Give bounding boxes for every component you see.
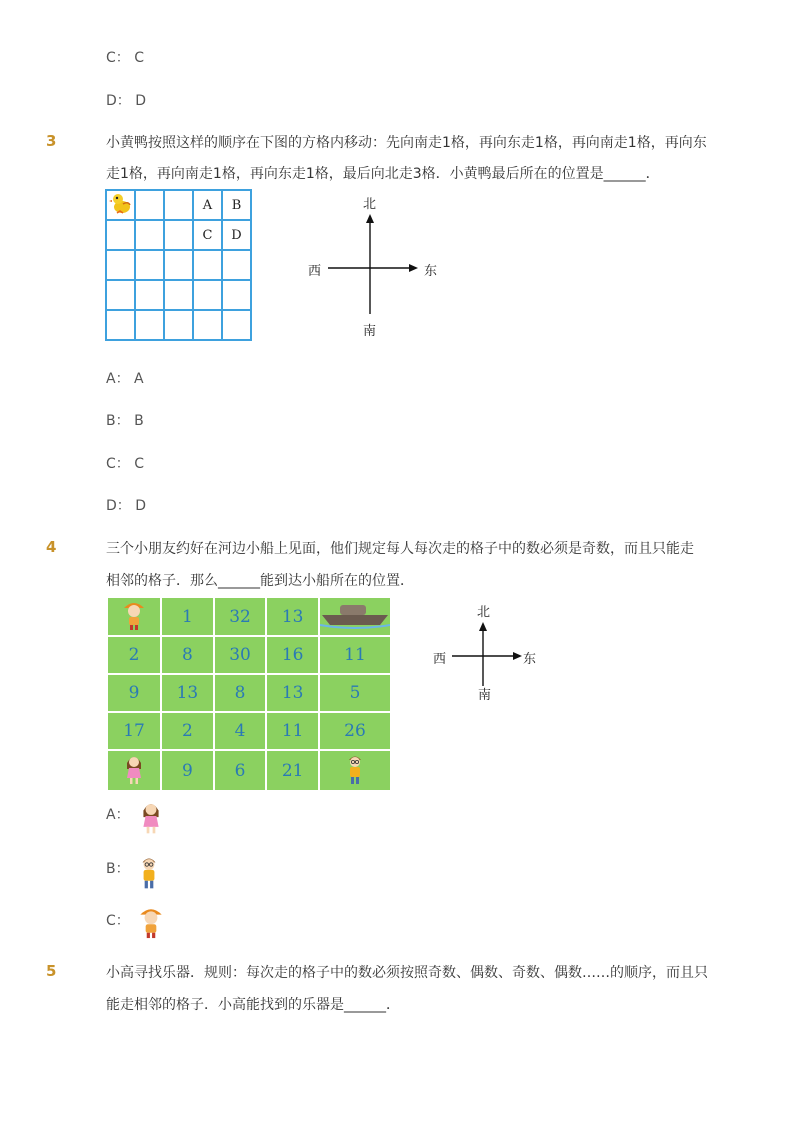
grid-row xyxy=(107,636,391,674)
option-letter: B： xyxy=(106,413,130,429)
option-letter: C： xyxy=(106,456,130,472)
grid-cell: 13 xyxy=(266,597,319,636)
option-letter: C： xyxy=(106,50,130,66)
grid-row xyxy=(106,220,251,250)
q3-grid xyxy=(105,189,252,341)
option-letter: C： xyxy=(106,913,130,929)
q4-compass-arrows xyxy=(448,618,528,690)
grid-cell: 2 xyxy=(107,636,161,674)
grid-cell xyxy=(135,310,164,340)
q5-text-line1: 小高寻找乐器．规则：每次走的格子中的数必须按照奇数、偶数、奇数、偶数……的顺序，而且只 xyxy=(106,965,708,981)
q3-compass-arrows xyxy=(322,210,422,320)
boat-icon xyxy=(320,599,390,629)
child-girl-icon xyxy=(122,751,146,785)
grid-cell xyxy=(222,310,251,340)
q3-compass-west: 西 xyxy=(308,264,322,279)
grid-row xyxy=(107,674,391,712)
q5-text-line2: 能走相邻的格子．小高能找到的乐器是______． xyxy=(106,997,400,1013)
grid-cell: 5 xyxy=(319,674,391,712)
q3-option-c[interactable] xyxy=(106,453,144,473)
child-boy-glasses-icon xyxy=(343,751,367,785)
duck-icon xyxy=(109,191,133,215)
option-value: C xyxy=(134,456,145,472)
grid-cell-a: A xyxy=(193,190,222,220)
grid-cell: 8 xyxy=(214,674,267,712)
grid-cell: 32 xyxy=(214,597,267,636)
q2-option-c[interactable] xyxy=(106,47,144,67)
q4-grid xyxy=(106,596,392,792)
grid-cell: 21 xyxy=(266,750,319,791)
grid-row xyxy=(107,750,391,791)
grid-cell-c: C xyxy=(193,220,222,250)
option-a-girl-icon xyxy=(138,795,164,837)
grid-row xyxy=(107,597,391,636)
q3-compass-south: 南 xyxy=(363,324,377,339)
q3-option-b[interactable] xyxy=(106,410,144,430)
q4-compass-west: 西 xyxy=(433,652,447,667)
q4-text-line2: 相邻的格子．那么______能到达小船所在的位置． xyxy=(106,573,414,589)
option-c-boy-hat-icon xyxy=(135,900,167,942)
grid-cell xyxy=(193,250,222,280)
grid-cell: 30 xyxy=(214,636,267,674)
grid-cell: 9 xyxy=(161,750,214,791)
grid-cell xyxy=(164,220,193,250)
grid-cell xyxy=(193,310,222,340)
q4-number: 4 xyxy=(46,538,57,556)
q4-option-a[interactable] xyxy=(106,804,130,824)
grid-row xyxy=(106,280,251,310)
grid-cell: 6 xyxy=(214,750,267,791)
grid-cell: 11 xyxy=(319,636,391,674)
grid-row xyxy=(106,310,251,340)
grid-cell: 4 xyxy=(214,712,267,750)
grid-cell: 26 xyxy=(319,712,391,750)
option-letter: A： xyxy=(106,807,130,823)
grid-cell: 8 xyxy=(161,636,214,674)
grid-cell xyxy=(319,597,391,636)
grid-cell xyxy=(164,250,193,280)
q2-option-d[interactable] xyxy=(106,90,146,110)
option-value: D xyxy=(135,93,147,109)
option-letter: D： xyxy=(106,498,131,514)
grid-cell: 1 xyxy=(161,597,214,636)
grid-cell xyxy=(135,280,164,310)
grid-cell: 2 xyxy=(161,712,214,750)
grid-cell xyxy=(106,190,135,220)
grid-row xyxy=(107,712,391,750)
grid-cell xyxy=(135,250,164,280)
grid-cell xyxy=(319,750,391,791)
q3-text-line1: 小黄鸭按照这样的顺序在下图的方格内移动：先向南走1格，再向东走1格，再向南走1格，再向东 xyxy=(106,135,707,151)
grid-cell: 17 xyxy=(107,712,161,750)
grid-cell: 11 xyxy=(266,712,319,750)
q4-compass-south: 南 xyxy=(478,688,492,703)
grid-cell xyxy=(106,280,135,310)
grid-cell-d: D xyxy=(222,220,251,250)
q3-compass-north: 北 xyxy=(363,197,377,212)
grid-cell-b: B xyxy=(222,190,251,220)
option-letter: B： xyxy=(106,861,130,877)
q3-number: 3 xyxy=(46,132,57,150)
q4-option-b[interactable] xyxy=(106,858,130,878)
option-letter: A： xyxy=(106,371,130,387)
grid-cell: 16 xyxy=(266,636,319,674)
option-value: D xyxy=(135,498,147,514)
q4-compass-east: 东 xyxy=(523,652,537,667)
q3-option-a[interactable] xyxy=(106,368,144,388)
grid-cell xyxy=(164,190,193,220)
option-b-boy-glasses-icon xyxy=(136,850,162,892)
q5-number: 5 xyxy=(46,962,57,980)
grid-cell xyxy=(106,220,135,250)
grid-cell xyxy=(164,280,193,310)
grid-cell xyxy=(135,220,164,250)
grid-cell xyxy=(193,280,222,310)
grid-cell xyxy=(107,750,161,791)
option-letter: D： xyxy=(106,93,131,109)
q4-text-line1: 三个小朋友约好在河边小船上见面，他们规定每人每次走的格子中的数必须是奇数，而且只能走 xyxy=(106,541,694,557)
grid-cell: 13 xyxy=(266,674,319,712)
grid-cell xyxy=(106,250,135,280)
grid-cell xyxy=(222,250,251,280)
option-value: C xyxy=(134,50,145,66)
grid-cell xyxy=(106,310,135,340)
grid-row xyxy=(106,190,251,220)
grid-cell xyxy=(164,310,193,340)
grid-cell xyxy=(135,190,164,220)
option-value: B xyxy=(134,413,144,429)
grid-cell: 13 xyxy=(161,674,214,712)
grid-cell xyxy=(107,597,161,636)
q3-compass-east: 东 xyxy=(424,264,438,279)
q3-text-line2: 走1格，再向南走1格，再向东走1格，最后向北走3格．小黄鸭最后所在的位置是______． xyxy=(106,166,660,182)
grid-cell xyxy=(222,280,251,310)
grid-row xyxy=(106,250,251,280)
option-value: A xyxy=(134,371,144,387)
q4-option-c[interactable] xyxy=(106,910,130,930)
grid-cell: 9 xyxy=(107,674,161,712)
q3-option-d[interactable] xyxy=(106,495,146,515)
child-boy-hat-icon xyxy=(119,598,149,630)
q4-compass-north: 北 xyxy=(477,605,491,620)
